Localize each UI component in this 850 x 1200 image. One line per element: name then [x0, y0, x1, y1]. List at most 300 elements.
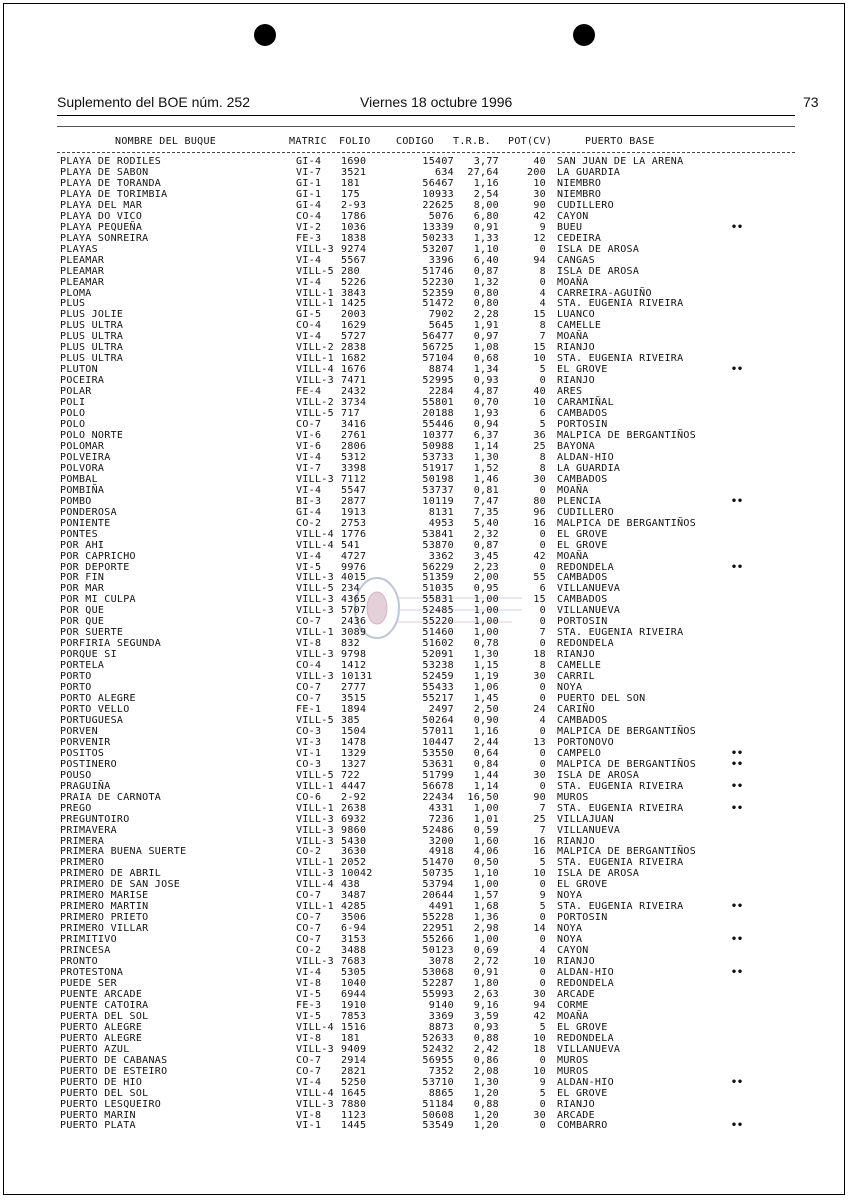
vessel-folio: 1478	[341, 736, 367, 748]
vessel-matric: VI-6	[296, 440, 322, 452]
vessel-code: 53550	[422, 747, 454, 759]
vessel-name: POR AHI	[60, 539, 105, 551]
vessel-power: 0	[539, 1054, 546, 1066]
vessel-code: 50233	[422, 232, 454, 244]
vessel-trb: 0,86	[473, 1054, 499, 1066]
vessel-folio: 6932	[341, 813, 367, 825]
vessel-name: POMBAL	[60, 473, 98, 485]
vessel-home-port: CAYON	[557, 945, 589, 957]
vessel-folio: 1894	[341, 704, 367, 715]
vessel-trb: 2,32	[473, 528, 499, 540]
vessel-trb: 1,57	[473, 890, 499, 902]
vessel-matric: VILL-5	[296, 769, 334, 781]
vessel-home-port: CAMPELO	[557, 747, 602, 759]
publication-title: Suplemento del BOE núm. 252	[57, 94, 251, 110]
vessel-name: POLAR	[60, 386, 92, 398]
vessel-trb: 1,36	[473, 912, 499, 924]
vessel-name: PRIMERO DE SAN JOSE	[60, 879, 181, 891]
vessel-power: 0	[539, 693, 546, 705]
vessel-name: POLVORA	[60, 462, 105, 474]
vessel-code: 50988	[422, 440, 454, 452]
vessel-folio: 1838	[341, 232, 367, 244]
vessel-trb: 1,20	[473, 1109, 499, 1121]
vessel-power: 8	[539, 320, 546, 332]
vessel-matric: VI-4	[296, 967, 322, 979]
vessel-name: PUERTO ALEGRE	[60, 1032, 143, 1044]
row-mark: ••	[731, 1120, 744, 1132]
vessel-home-port: LUANCO	[557, 309, 595, 321]
vessel-home-port: CAMBADOS	[557, 572, 608, 584]
vessel-folio: 722	[341, 769, 360, 781]
vessel-trb: 0,80	[473, 287, 499, 299]
vessel-trb: 7,47	[473, 495, 499, 507]
vessel-code: 55228	[422, 912, 454, 924]
vessel-folio: 1682	[341, 353, 367, 365]
vessel-power: 8	[539, 660, 546, 672]
vessel-folio: 438	[341, 879, 360, 891]
vessel-matric: VILL-3	[296, 868, 334, 880]
vessel-folio: 1329	[341, 747, 367, 759]
vessel-home-port: ISLA DE AROSA	[557, 769, 640, 781]
vessel-power: 8	[539, 265, 546, 277]
vessel-code: 55993	[422, 988, 454, 1000]
vessel-power: 9	[539, 890, 546, 902]
vessel-trb: 0,88	[473, 1032, 499, 1044]
vessel-folio: 4285	[341, 901, 367, 913]
vessel-trb: 2,72	[473, 956, 499, 968]
vessel-folio: 3521	[341, 166, 367, 178]
vessel-trb: 1,34	[473, 364, 499, 376]
vessel-matric: VILL-3	[296, 813, 334, 825]
vessel-folio: 1412	[341, 660, 367, 672]
vessel-name: POR FIN	[60, 572, 105, 584]
vessel-trb: 1,10	[473, 868, 499, 880]
vessel-trb: 0,95	[473, 583, 499, 595]
vessel-name: POLVEIRA	[60, 451, 111, 463]
vessel-power: 4	[539, 945, 546, 957]
vessel-name: PROTESTONA	[60, 967, 124, 979]
vessel-folio: 1504	[341, 725, 367, 737]
vessel-power: 0	[539, 879, 546, 891]
vessel-power: 5	[539, 857, 546, 869]
vessel-power: 5	[539, 901, 546, 913]
vessel-name: PRIMAVERA	[60, 824, 117, 836]
vessel-matric: VILL-3	[296, 824, 334, 836]
vessel-power: 4	[539, 714, 546, 726]
vessel-folio: 2821	[341, 1065, 367, 1077]
vessel-code: 51359	[422, 572, 454, 584]
vessel-code: 53238	[422, 660, 454, 672]
vessel-folio: 3416	[341, 419, 367, 431]
vessel-home-port: PORTOSIN	[557, 912, 608, 924]
vessel-matric: CO-7	[296, 682, 322, 694]
vessel-home-port: CARRIL	[557, 671, 595, 683]
vessel-folio: 280	[341, 265, 360, 277]
vessel-trb: 0,64	[473, 747, 499, 759]
vessel-name: PORTELA	[60, 660, 105, 672]
vessel-name: PONDEROSA	[60, 506, 117, 518]
vessel-trb: 0,50	[473, 857, 499, 869]
vessel-matric: CO-7	[296, 1065, 322, 1077]
vessel-name: PONIENTE	[60, 517, 111, 529]
vessel-matric: CO-7	[296, 934, 322, 946]
vessel-matric: VI-4	[296, 254, 322, 266]
vessel-trb: 2,23	[473, 561, 499, 573]
vessel-code: 50198	[422, 473, 454, 485]
vessel-home-port: VILLAJUAN	[557, 813, 614, 825]
row-mark: ••	[731, 780, 744, 792]
vessel-name: PLUS JOLIE	[60, 309, 124, 321]
vessel-name: PLAYA DE TORIMBIA	[60, 188, 168, 200]
vessel-folio: 2914	[341, 1054, 367, 1066]
vessel-home-port: CAMBADOS	[557, 594, 608, 606]
vessel-code: 13339	[422, 221, 454, 233]
vessel-trb: 1,00	[473, 627, 499, 639]
vessel-code: 56725	[422, 342, 454, 354]
vessel-home-port: STA. EUGENIA RIVEIRA	[557, 802, 684, 814]
vessel-name: PUERTO PLATA	[60, 1120, 136, 1132]
vessel-home-port: NOYA	[557, 923, 583, 935]
vessel-folio: 5567	[341, 254, 367, 266]
vessel-trb: 0,69	[473, 945, 499, 957]
vessel-name: PORTO VELLO	[60, 704, 130, 715]
binder-hole	[573, 24, 595, 46]
header-dashed-rule	[57, 152, 795, 153]
vessel-power: 90	[533, 199, 546, 211]
vessel-trb: 0,59	[473, 824, 499, 836]
vessel-power: 16	[533, 846, 546, 858]
vessel-code: 8874	[428, 364, 454, 376]
vessel-folio: 10042	[341, 868, 373, 880]
vessel-trb: 1,00	[473, 616, 499, 628]
vessel-trb: 1,01	[473, 813, 499, 825]
vessel-home-port: STA. EUGENIA RIVEIRA	[557, 627, 684, 639]
vessel-home-port: RIANJO	[557, 956, 595, 968]
vessel-power: 13	[533, 736, 546, 748]
vessel-code: 3362	[428, 550, 454, 562]
vessel-code: 55801	[422, 397, 454, 409]
vessel-power: 25	[533, 440, 546, 452]
row-mark: ••	[731, 934, 744, 946]
vessel-matric: VI-5	[296, 1010, 322, 1022]
vessel-folio: 7853	[341, 1010, 367, 1022]
vessel-folio: 6-94	[341, 923, 367, 935]
vessel-matric: GI-4	[296, 156, 322, 167]
column-header-folio: FOLIO	[339, 136, 371, 147]
vessel-home-port: CARREIRA-AGUIÑO	[557, 287, 652, 299]
vessel-home-port: VILLANUEVA	[557, 605, 621, 617]
vessel-matric: VILL-5	[296, 583, 334, 595]
vessel-power: 8	[539, 462, 546, 474]
vessel-home-port: NIEMBRO	[557, 188, 602, 200]
vessel-name: PLUS ULTRA	[60, 331, 124, 343]
vessel-home-port: MALPICA DE BERGANTIÑOS	[557, 846, 697, 858]
vessel-power: 0	[539, 725, 546, 737]
vessel-home-port: NOYA	[557, 934, 583, 946]
vessel-power: 0	[539, 276, 546, 288]
vessel-name: PUERTO LESQUEIRO	[60, 1098, 162, 1110]
vessel-trb: 1,32	[473, 276, 499, 288]
vessel-matric: VI-1	[296, 1120, 322, 1132]
vessel-code: 51799	[422, 769, 454, 781]
vessel-matric: VI-4	[296, 484, 322, 496]
vessel-name: PUERTO DE HIO	[60, 1076, 143, 1088]
vessel-name: POLO NORTE	[60, 430, 124, 441]
vessel-power: 0	[539, 978, 546, 989]
vessel-power: 7	[539, 802, 546, 814]
vessel-home-port: CAMELLE	[557, 660, 602, 672]
vessel-name: PUERTO ALEGRE	[60, 1021, 143, 1033]
vessel-matric: VILL-1	[296, 287, 334, 299]
vessel-trb: 1,16	[473, 177, 499, 189]
vessel-home-port: NOYA	[557, 890, 583, 902]
vessel-home-port: CAMBADOS	[557, 473, 608, 485]
vessel-power: 6	[539, 583, 546, 595]
vessel-code: 52230	[422, 276, 454, 288]
vessel-code: 56229	[422, 561, 454, 573]
vessel-folio: 4727	[341, 550, 367, 562]
vessel-trb: 1,80	[473, 978, 499, 989]
row-mark: ••	[731, 747, 744, 759]
vessel-matric: VILL-1	[296, 780, 334, 792]
vessel-name: PRIMERO	[60, 857, 105, 869]
vessel-matric: VI-7	[296, 462, 322, 474]
vessel-name: PLAYA DE RODILES	[60, 156, 162, 167]
vessel-home-port: STA. EUGENIA RIVEIRA	[557, 298, 684, 310]
vessel-code: 634	[435, 166, 454, 178]
vessel-trb: 1,44	[473, 769, 499, 781]
vessel-code: 7352	[428, 1065, 454, 1077]
vessel-power: 16	[533, 517, 546, 529]
vessel-folio: 2436	[341, 616, 367, 628]
vessel-power: 4	[539, 287, 546, 299]
vessel-matric: VILL-1	[296, 901, 334, 913]
vessel-folio: 2838	[341, 342, 367, 354]
vessel-trb: 4,06	[473, 846, 499, 858]
vessel-code: 55217	[422, 693, 454, 705]
vessel-trb: 1,10	[473, 243, 499, 255]
vessel-trb: 27,64	[467, 166, 499, 178]
vessel-folio: 2761	[341, 430, 367, 441]
vessel-matric: VI-4	[296, 451, 322, 463]
vessel-matric: VI-4	[296, 331, 322, 343]
vessel-folio: 385	[341, 714, 360, 726]
vessel-code: 56477	[422, 331, 454, 343]
vessel-matric: CO-4	[296, 660, 322, 672]
vessel-matric: VILL-5	[296, 714, 334, 726]
vessel-name: POR QUE	[60, 605, 105, 617]
vessel-matric: VILL-2	[296, 397, 334, 409]
vessel-folio: 9976	[341, 561, 367, 573]
vessel-home-port: RIANJO	[557, 649, 595, 661]
vessel-code: 51184	[422, 1098, 454, 1110]
vessel-matric: FE-4	[296, 386, 322, 398]
vessel-name: PRAIA DE CARNOTA	[60, 791, 162, 803]
vessel-name: POLOMAR	[60, 440, 105, 452]
vessel-trb: 1,00	[473, 879, 499, 891]
vessel-name: POR SUERTE	[60, 627, 124, 639]
vessel-folio: 717	[341, 408, 360, 420]
vessel-folio: 1786	[341, 210, 367, 222]
vessel-matric: VILL-3	[296, 243, 334, 255]
vessel-trb: 1,30	[473, 1076, 499, 1088]
header-rule	[57, 115, 795, 116]
vessel-home-port: CUDILLERO	[557, 199, 614, 211]
vessel-code: 10447	[422, 736, 454, 748]
vessel-code: 56678	[422, 780, 454, 792]
vessel-power: 0	[539, 1120, 546, 1132]
vessel-matric: FE-1	[296, 704, 322, 715]
vessel-home-port: CAMELLE	[557, 320, 602, 332]
vessel-code: 4331	[428, 802, 454, 814]
vessel-matric: VILL-3	[296, 1043, 334, 1055]
vessel-matric: CO-6	[296, 791, 322, 803]
vessel-power: 42	[533, 550, 546, 562]
vessel-folio: 2777	[341, 682, 367, 694]
vessel-code: 4953	[428, 517, 454, 529]
vessel-code: 5645	[428, 320, 454, 332]
vessel-code: 51917	[422, 462, 454, 474]
vessel-folio: 7471	[341, 375, 367, 387]
vessel-trb: 1,30	[473, 649, 499, 661]
vessel-folio: 1445	[341, 1120, 367, 1132]
vessel-power: 30	[533, 988, 546, 1000]
vessel-matric: VI-7	[296, 166, 322, 178]
vessel-home-port: CARIÑO	[557, 704, 595, 715]
vessel-home-port: CANGAS	[557, 254, 595, 266]
vessel-power: 0	[539, 747, 546, 759]
vessel-folio: 5727	[341, 331, 367, 343]
vessel-matric: VI-4	[296, 276, 322, 288]
vessel-trb: 5,40	[473, 517, 499, 529]
vessel-code: 53737	[422, 484, 454, 496]
vessel-name: PREGUNTOIRO	[60, 813, 130, 825]
vessel-power: 18	[533, 649, 546, 661]
vessel-code: 53710	[422, 1076, 454, 1088]
vessel-matric: VI-3	[296, 736, 322, 748]
row-mark: ••	[731, 561, 744, 573]
vessel-home-port: RIANJO	[557, 375, 595, 387]
vessel-code: 53870	[422, 539, 454, 551]
vessel-folio: 10131	[341, 671, 373, 683]
vessel-trb: 1,14	[473, 440, 499, 452]
vessel-power: 30	[533, 188, 546, 200]
vessel-power: 0	[539, 528, 546, 540]
vessel-code: 56467	[422, 177, 454, 189]
vessel-power: 6	[539, 408, 546, 420]
vessel-power: 15	[533, 342, 546, 354]
vessel-trb: 0,84	[473, 758, 499, 770]
vessel-power: 7	[539, 627, 546, 639]
vessel-code: 20188	[422, 408, 454, 420]
vessel-home-port: BUEU	[557, 221, 583, 233]
vessel-name: PRIMERO MARTIN	[60, 901, 149, 913]
vessel-code: 51746	[422, 265, 454, 277]
vessel-code: 3369	[428, 1010, 454, 1022]
vessel-trb: 1,46	[473, 473, 499, 485]
vessel-matric: CO-7	[296, 419, 322, 431]
vessel-power: 42	[533, 1010, 546, 1022]
vessel-power: 30	[533, 769, 546, 781]
vessel-matric: GI-1	[296, 177, 322, 189]
vessel-home-port: MALPICA DE BERGANTIÑOS	[557, 517, 697, 529]
vessel-power: 8	[539, 451, 546, 463]
vessel-name: POLO	[60, 408, 86, 420]
vessel-matric: VILL-3	[296, 473, 334, 485]
vessel-folio: 1327	[341, 758, 367, 770]
vessel-home-port: PUERTO DEL SON	[557, 693, 646, 705]
column-header-pot: POT(CV)	[508, 136, 553, 147]
vessel-trb: 0,87	[473, 265, 499, 277]
vessel-code: 4491	[428, 901, 454, 913]
column-header-matric: MATRIC	[289, 136, 327, 147]
vessel-trb: 1,08	[473, 342, 499, 354]
vessel-code: 50608	[422, 1109, 454, 1121]
vessel-power: 5	[539, 1021, 546, 1033]
vessel-home-port: CEDEIRA	[557, 232, 602, 244]
vessel-folio: 5547	[341, 484, 367, 496]
vessel-matric: CO-2	[296, 517, 322, 529]
vessel-power: 10	[533, 397, 546, 409]
vessel-power: 10	[533, 868, 546, 880]
vessel-folio: 3487	[341, 890, 367, 902]
vessel-matric: GI-5	[296, 309, 322, 321]
vessel-trb: 0,88	[473, 1098, 499, 1110]
vessel-folio: 2-93	[341, 199, 367, 211]
vessel-code: 8865	[428, 1087, 454, 1099]
vessel-name: PRIMERA	[60, 835, 105, 847]
vessel-code: 55831	[422, 594, 454, 606]
vessel-folio: 5707	[341, 605, 367, 617]
vessel-home-port: EL GROVE	[557, 364, 608, 376]
vessel-name: PLOMA	[60, 287, 92, 299]
vessel-folio: 5250	[341, 1076, 367, 1088]
vessel-code: 3200	[428, 835, 454, 847]
vessel-matric: VILL-4	[296, 879, 334, 891]
vessel-folio: 5430	[341, 835, 367, 847]
vessel-code: 51472	[422, 298, 454, 310]
vessel-trb: 1,15	[473, 660, 499, 672]
vessel-name: PUENTE ARCADE	[60, 988, 143, 1000]
vessel-home-port: EL GROVE	[557, 528, 608, 540]
vessel-trb: 0,68	[473, 353, 499, 365]
vessel-name: PLAYA DE TORANDA	[60, 177, 162, 189]
vessel-home-port: ALDAN-HIO	[557, 1076, 614, 1088]
vessel-trb: 8,00	[473, 199, 499, 211]
vessel-trb: 2,00	[473, 572, 499, 584]
vessel-trb: 1,00	[473, 594, 499, 606]
vessel-power: 40	[533, 156, 546, 167]
vessel-power: 10	[533, 956, 546, 968]
vessel-home-port: SAN JUAN DE LA ARENA	[557, 156, 684, 167]
vessel-folio: 1516	[341, 1021, 367, 1033]
vessel-home-port: PORTOSIN	[557, 616, 608, 628]
vessel-name: POMBO	[60, 495, 92, 507]
vessel-home-port: MALPICA DE BERGANTIÑOS	[557, 430, 697, 441]
vessel-code: 20644	[422, 890, 454, 902]
vessel-matric: VILL-4	[296, 1021, 334, 1033]
vessel-power: 42	[533, 210, 546, 222]
vessel-matric: CO-3	[296, 758, 322, 770]
vessel-matric: CO-7	[296, 890, 322, 902]
vessel-power: 36	[533, 430, 546, 441]
vessel-code: 51470	[422, 857, 454, 869]
vessel-home-port: ALDAN-HIO	[557, 967, 614, 979]
vessel-trb: 7,35	[473, 506, 499, 518]
vessel-code: 10119	[422, 495, 454, 507]
vessel-code: 7902	[428, 309, 454, 321]
vessel-home-port: REDONDELA	[557, 1032, 614, 1044]
